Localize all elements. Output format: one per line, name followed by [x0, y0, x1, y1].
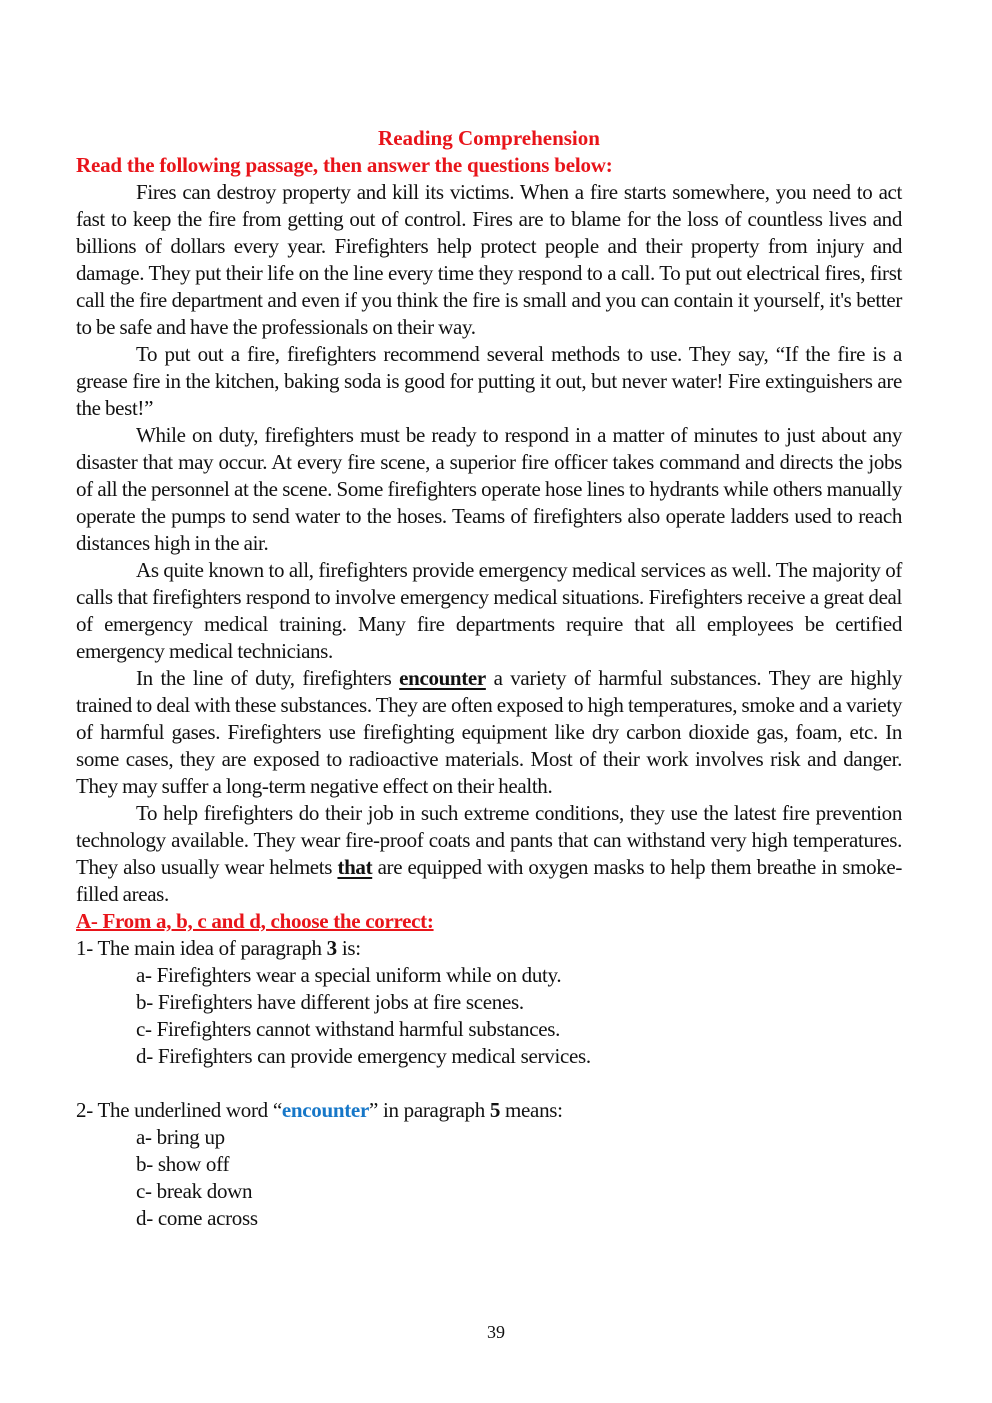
question-1-suffix: is:: [336, 936, 361, 960]
question-2-middle: ” in paragraph: [368, 1098, 490, 1122]
p5-text-before: In the line of duty, firefighters: [136, 666, 400, 690]
passage-paragraph-1: Fires can destroy property and kill its victims. When a fire starts somewhere, you need to act fast to keep the fire from getting out of control. Fires are to blame for the loss of countless lives and billions of dollars every year. Firefighters help protect people and their property from injury and damage. They put their life on the line every time they respond to a call. To put out electrical fires, first call the fire department and even if you think the fire is small and you can contain it yourself, it's better to be safe and have the professionals on their way.: [76, 180, 902, 339]
question-2-prefix: 2- The underlined word “: [76, 1098, 282, 1122]
section-a-heading: A- From a, b, c and d, choose the correct:: [76, 909, 434, 933]
p6-text-before: To help firefighters do their job in such extreme conditions, they use the latest fire prevention technology available. They wear fire-proof coats and pants that can withstand very high temperatures. They also usually wear helmets: [76, 801, 902, 879]
question-1-option-b: b- Firefighters have different jobs at fire scenes.: [136, 990, 524, 1014]
page-title: Reading Comprehension: [378, 126, 600, 150]
question-2-highlighted-word: encounter: [281, 1098, 369, 1122]
passage-paragraph-3: While on duty, firefighters must be ready to respond in a matter of minutes to just about any disaster that may occur. At every fire scene, a superior fire officer takes command and directs the jobs of all the personnel at the scene. Some firefighters operate hose lines to hydrants while others manually operate the pumps to send water to the hoses. Teams of firefighters also operate ladders used to reach distances high in the air.: [76, 423, 902, 555]
question-2-option-d: d- come across: [136, 1206, 258, 1230]
page-number: 39: [487, 1322, 505, 1342]
passage-paragraph-2: To put out a fire, firefighters recommend several methods to use. They say, “If the fire is a grease fire in the kitchen, baking soda is good for putting it out, but never water! Fire extinguishers are the best!”: [76, 342, 902, 420]
question-2-paragraph-number: 5: [489, 1098, 501, 1122]
question-1-prefix: 1- The main idea of paragraph: [76, 936, 327, 960]
question-2: [76, 1097, 902, 1124]
underlined-word-encounter: encounter: [399, 666, 486, 690]
question-2-suffix: means:: [500, 1098, 563, 1122]
instruction-heading: Read the following passage, then answer the questions below:: [76, 153, 613, 177]
question-2-option-c: c- break down: [136, 1179, 253, 1203]
passage-paragraph-6: [76, 800, 902, 908]
question-1-option-c: c- Firefighters cannot withstand harmful substances.: [136, 1017, 561, 1041]
worksheet-page: [76, 125, 902, 1232]
question-2-option-a: a- bring up: [136, 1125, 225, 1149]
question-1-option-d: d- Firefighters can provide emergency medical services.: [136, 1044, 591, 1068]
question-1: [76, 935, 902, 962]
passage-paragraph-4: As quite known to all, firefighters provide emergency medical services as well. The majority of calls that firefighters respond to involve emergency medical situations. Firefighters receive a great deal of emergency medical training. Many fire departments require that all employees be certified emergency medical technicians.: [76, 558, 902, 663]
underlined-word-that: that: [337, 855, 373, 879]
p5-text-after: a variety of harmful substances. They are highly trained to deal with these substances. They are often exposed to high temperatures, smoke and a variety of harmful gases. Firefighters use firefighting equipment like dry carbon dioxide gas, foam, etc. In some cases, they are exposed to radioactive materials. Most of their work involves risk and danger. They may suffer a long-term negative effect on their health.: [76, 666, 902, 798]
question-1-paragraph-number: 3: [326, 936, 337, 960]
passage-paragraph-5: [76, 665, 902, 800]
question-2-option-b: b- show off: [136, 1152, 230, 1176]
spacer: [76, 1070, 902, 1097]
p6-text-after: are equipped with oxygen masks to help them breathe in smoke-filled areas.: [76, 855, 902, 906]
question-1-option-a: a- Firefighters wear a special uniform while on duty.: [136, 963, 562, 987]
